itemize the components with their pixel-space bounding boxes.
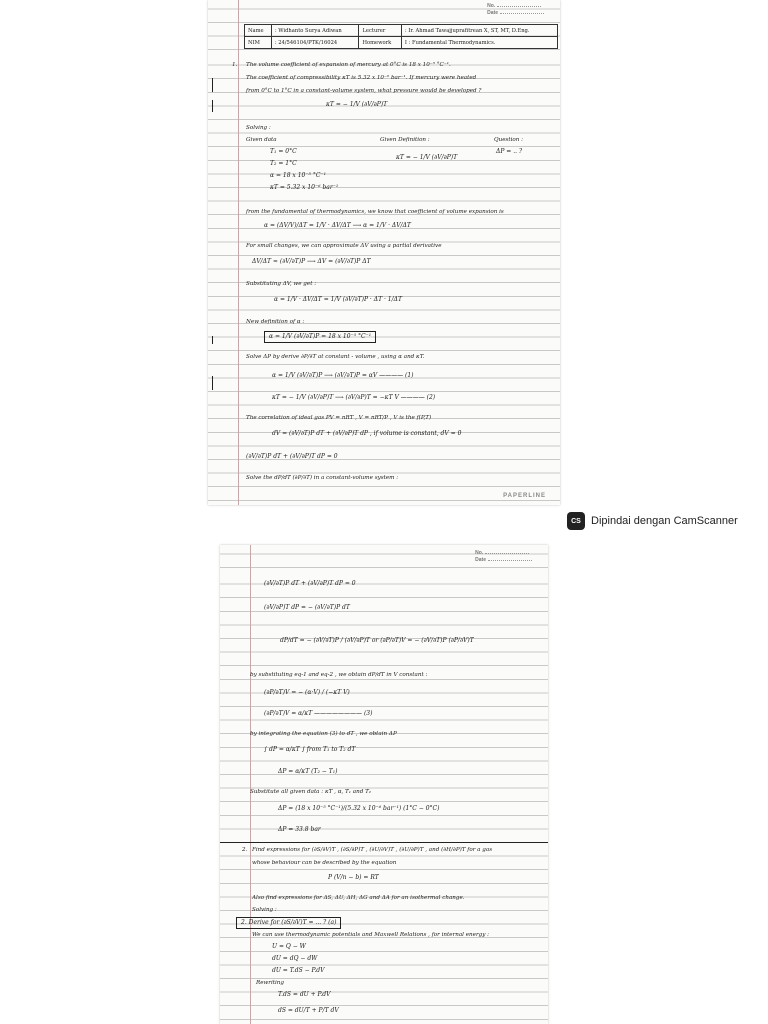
notebook-page-1	[208, 0, 560, 505]
camscanner-badge	[567, 512, 738, 530]
given-definition-label: Given Definition :	[380, 137, 430, 143]
substitute-all-text: Substitute all given data : κT , α, T₁ and T₂	[250, 789, 372, 795]
question-label: Question :	[494, 137, 524, 143]
alpha-eq1: α = (ΔV/V)/ΔT = 1/V · ΔV/ΔT ⟶ α = 1/V · ΔV/ΔT	[264, 222, 411, 229]
student-header-table	[244, 24, 558, 49]
date-label: Date	[487, 10, 498, 16]
problem1-line2: The coefficient of compressibility κT is 5.32 x 10⁻⁶ bar⁻¹. If mercury were heated	[246, 75, 477, 81]
date-label: Date	[475, 557, 486, 563]
fundamental-text: from the fundamental of thermodynamics, we know that coefficient of volume expansion is	[246, 209, 504, 215]
given-definition-eq: κT = − 1/V (∂V/∂P)T	[396, 154, 458, 161]
problem2-line3: Also find expressions for ΔS, ΔU, ΔH, ΔG and ΔA for an isothermal change.	[252, 895, 465, 901]
ideal-gas-text: The correlation of ideal gas PV = nRT , V = nRT/P , V is the f(P,T)	[246, 415, 432, 421]
problem2-line1: Find expressions for (∂S/∂V)T , (∂S/∂P)T , (∂U/∂V)T , (∂U/∂P)T , and (∂H/∂P)T for a gas	[252, 847, 493, 853]
p2-line-8: ΔP = (18 x 10⁻⁵ °C⁻¹)/(5.32 x 10⁻⁶ bar⁻¹) (1°C − 0°C)	[278, 805, 440, 812]
lecturer-label: Lecturer	[359, 25, 401, 37]
p2-line-3: dP/dT = − (∂V/∂T)P / (∂V/∂P)T or (∂P/∂T)V = − (∂V/∂T)P (∂P/∂V)T	[280, 637, 474, 644]
given-kt: κT = 5.32 x 10⁻⁶ bar⁻¹	[270, 184, 339, 191]
kt-definition: κT = − 1/V (∂V/∂P)T	[326, 101, 388, 108]
problem-number: 1.	[232, 62, 238, 68]
camscanner-icon: CS	[567, 512, 585, 530]
question-eq: ΔP = .. ?	[496, 148, 523, 155]
solving-label: Solving :	[246, 125, 271, 131]
u-line-1: U = Q − W	[272, 943, 306, 950]
problem2-equation: P (V/n − b) = RT	[328, 874, 379, 881]
integrating-text: by integrating the equation (3) to dT , we obtain ΔP	[250, 731, 397, 737]
equation-1: α = 1/V (∂V/∂T)P ⟶ (∂V/∂T)P = αV ———— (1)	[272, 372, 414, 379]
margin-mark	[212, 100, 213, 112]
derive-box: 2. Derive for (∂S/∂V)T = ... ? (a)	[236, 917, 341, 929]
substituting-text: Substituting ΔV, we get :	[246, 281, 317, 287]
substituting-eq-text: by substituting eq-1 and eq-2 , we obtain dP/dT in V constant :	[250, 672, 428, 678]
equation-2: κT = − 1/V (∂V/∂P)T ⟶ (∂V/∂P)T = −κT V ———— (2)	[272, 394, 436, 401]
given-t1: T₁ = 0°C	[270, 148, 297, 155]
p2-line-2: (∂V/∂P)T dP = − (∂V/∂T)P dT	[264, 604, 350, 611]
problem2-line2: whose behaviour can be described by the equation	[252, 860, 397, 866]
margin-mark	[212, 78, 213, 92]
dv-total-differential: dV = (∂V/∂T)P dT + (∂V/∂P)T dP , if volume is constant, dV = 0	[272, 430, 462, 437]
problem2-number: 2.	[242, 847, 248, 853]
homework-value: I : Fundamental Thermodynamics.	[401, 37, 557, 49]
p2-line-4: (∂P/∂T)V = − (α·V) / (−κT V)	[264, 689, 350, 696]
dv-zero-eq: (∂V/∂T)P dT + (∂V/∂P)T dP = 0	[246, 453, 338, 460]
dv-eq: ΔV/ΔT ≈ (∂V/∂T)P ⟶ ΔV = (∂V/∂T)P ΔT	[252, 258, 371, 265]
given-data-label: Given data	[246, 137, 277, 143]
name-value: : Widhanto Surya Adiwan	[271, 25, 359, 37]
solving-label: Solving :	[252, 907, 277, 913]
lecturer-value: : Ir. Ahmad Tawajjuprafitrean X, ST, MT, D.Eng.	[401, 25, 557, 37]
given-alpha: α = 18 x 10⁻⁵ °C⁻¹	[270, 172, 327, 179]
alpha-boxed-definition: α = 1/V (∂V/∂T)P = 18 x 10⁻⁵ °C⁻¹	[264, 331, 376, 343]
problem1-line3: from 0°C to 1°C in a constant-volume system, what pressure would be developed ?	[246, 88, 482, 94]
rewriting-label: Rewriting	[256, 980, 284, 986]
page-margin-line	[250, 545, 251, 1024]
no-date-field	[475, 550, 532, 564]
u-line-4: T.dS = dU + P.dV	[278, 991, 331, 998]
nim-label: NIM	[245, 37, 272, 49]
u-line-3: dU = T.dS − P.dV	[272, 967, 325, 974]
no-label: No.	[475, 550, 484, 556]
margin-mark	[212, 376, 213, 390]
paperline-brand: PAPERLINE	[503, 493, 546, 499]
notebook-page-2	[220, 545, 548, 1024]
alpha-eq2: α = 1/V · ΔV/ΔT = 1/V (∂V/∂T)P · ΔT · 1/ΔT	[274, 296, 402, 303]
u-line-5: dS = dU/T + P/T dV	[278, 1007, 339, 1014]
p2-line-5: (∂P/∂T)V = α/κT ———————— (3)	[264, 710, 373, 717]
new-definition-text: New definition of α :	[246, 319, 305, 325]
page-margin-line	[238, 0, 239, 505]
p2-line-1: (∂V/∂T)P dT + (∂V/∂P)T dP = 0	[264, 580, 356, 587]
homework-label: Homework	[359, 37, 401, 49]
thermo-potentials-text: We can use thermodynamic potentials and Maxwell Relations , for internal energy :	[252, 932, 490, 938]
margin-mark	[212, 336, 213, 344]
small-changes-text: For small changes, we can approximate ΔV using a partial derivative	[246, 243, 442, 249]
u-line-2: dU = dQ − dW	[272, 955, 318, 962]
name-label: Name	[245, 25, 272, 37]
solve-dp-text: Solve ΔP by derive ∂P/∂T at constant - volume , using α and κT.	[246, 354, 425, 360]
section-divider	[220, 842, 548, 843]
p2-line-6: ∫ dP = α/κT ∫ from T₁ to T₂ dT	[264, 746, 356, 753]
result-delta-p: ΔP = 33.8 bar	[278, 826, 321, 833]
nim-value: : 24/546104/PTK/16024	[271, 37, 359, 49]
no-label: No.	[487, 3, 496, 9]
p2-line-7: ΔP = α/κT (T₂ − T₁)	[278, 768, 338, 775]
given-t2: T₂ = 1°C	[270, 160, 297, 167]
solve-dpdt-text: Solve the dP/dT (∂P/∂T) in a constant-volume system :	[246, 475, 399, 481]
no-date-field	[487, 3, 544, 17]
camscanner-text: Dipindai dengan CamScanner	[591, 515, 738, 527]
problem1-line1: The volume coefficient of expansion of mercury at 0°C is 18 x 10⁻⁵ °C⁻¹.	[246, 62, 451, 68]
